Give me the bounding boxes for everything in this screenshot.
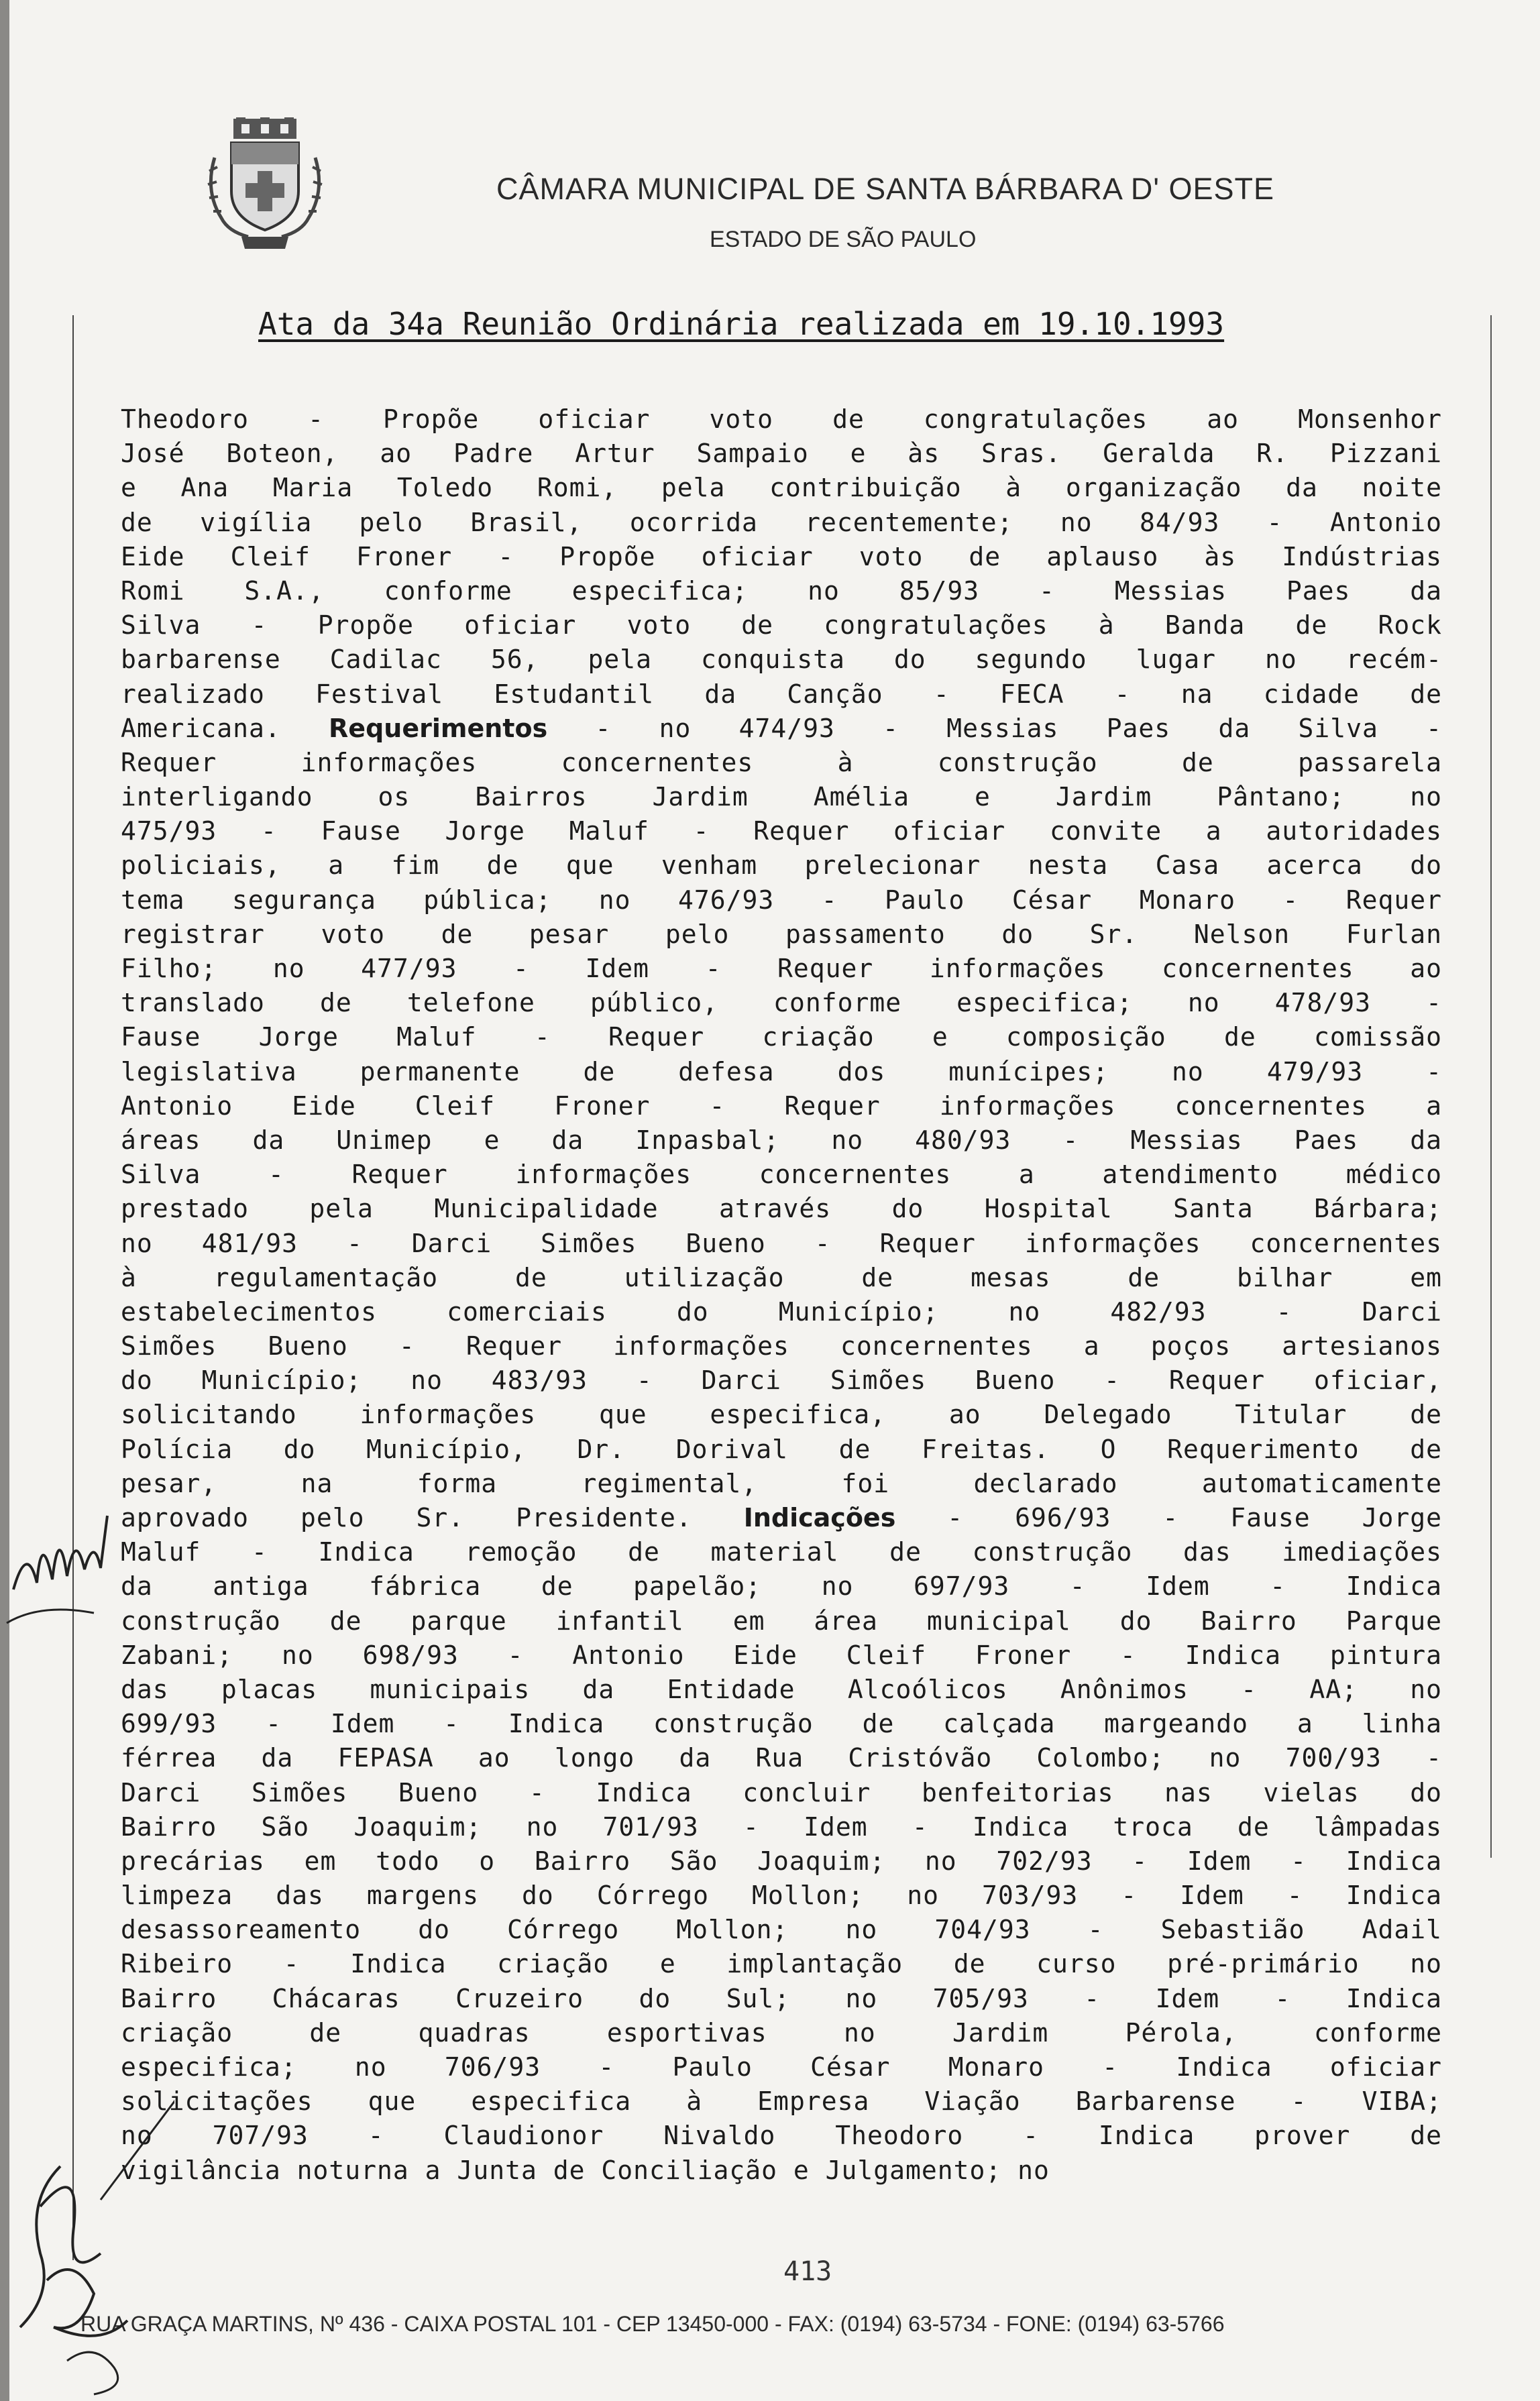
bold-section-label: Requerimentos — [329, 713, 548, 743]
text-line: Silva - Requer informações concernentes a atendimento médico — [121, 1160, 1442, 1190]
text-line: Theodoro - Propõe oficiar voto de congratulações ao Monsenhor — [121, 404, 1442, 434]
text-line: solicitações que especifica à Empresa Viação Barbarense - VIBA; — [121, 2086, 1442, 2117]
bold-section-label: Indicações — [743, 1503, 896, 1532]
institution-state: ESTADO DE SÃO PAULO — [710, 227, 977, 252]
text-line: 475/93 - Fause Jorge Maluf - Requer oficiar convite a autoridades — [121, 816, 1442, 846]
text-line: Maluf - Indica remoção de material de construção das imediações — [121, 1537, 1442, 1567]
text-line: no 707/93 - Claudionor Nivaldo Theodoro - Indica prover de — [121, 2121, 1442, 2151]
text-line: Antonio Eide Cleif Froner - Requer informações concernentes a — [121, 1091, 1442, 1121]
text-line: Requer informações concernentes à construção de passarela — [121, 747, 1442, 777]
text-line: férrea da FEPASA ao longo da Rua Cristóvão Colombo; no 700/93 - — [121, 1743, 1442, 1773]
text-line: tema segurança pública; no 476/93 - Paulo César Monaro - Requer — [121, 885, 1442, 915]
right-margin-rule — [1490, 315, 1492, 1858]
text-line: translado de telefone público, conforme especifica; no 478/93 - — [121, 988, 1442, 1018]
coat-of-arms-icon — [201, 117, 329, 252]
text-line: áreas da Unimep e da Inpasbal; no 480/93 - Messias Paes da — [121, 1125, 1442, 1155]
text-line: criação de quadras esportivas no Jardim Pérola, conforme — [121, 2017, 1442, 2048]
text-line: construção de parque infantil em área municipal do Bairro Parque — [121, 1606, 1442, 1636]
text-line: especifica; no 706/93 - Paulo César Monaro - Indica oficiar — [121, 2052, 1442, 2082]
text-line: Ribeiro - Indica criação e implantação de curso pré-primário no — [121, 1949, 1442, 1979]
minutes-body — [121, 402, 1442, 2188]
text-line: barbarense Cadilac 56, pela conquista do segundo lugar no recém- — [121, 645, 1442, 675]
text-line: Simões Bueno - Requer informações concernentes a poços artesianos — [121, 1331, 1442, 1361]
text-line: pesar, na forma regimental, foi declarado automaticamente — [121, 1468, 1442, 1498]
text-line: prestado pela Municipalidade através do Hospital Santa Bárbara; — [121, 1194, 1442, 1224]
text-line: Polícia do Município, Dr. Dorival de Freitas. O Requerimento de — [121, 1434, 1442, 1464]
text-line: precárias em todo o Bairro São Joaquim; no 702/93 - Idem - Indica — [121, 1846, 1442, 1876]
margin-signature-icon — [0, 1502, 174, 2401]
text-line: Silva - Propõe oficiar voto de congratulações à Banda de Rock — [121, 610, 1442, 640]
text-line: da antiga fábrica de papelão; no 697/93 - Idem - Indica — [121, 1571, 1442, 1602]
text-line: José Boteon, ao Padre Artur Sampaio e às Sras. Geralda R. Pizzani — [121, 439, 1442, 469]
page-number: 413 — [783, 2256, 832, 2287]
text-line: interligando os Bairros Jardim Amélia e Jardim Pântano; no — [121, 782, 1442, 812]
text-line: no 481/93 - Darci Simões Bueno - Requer informações concernentes — [121, 1228, 1442, 1258]
text-line: do Município; no 483/93 - Darci Simões Bueno - Requer oficiar, — [121, 1365, 1442, 1396]
text-line: Filho; no 477/93 - Idem - Requer informações concernentes ao — [121, 954, 1442, 983]
document-title: Ata da 34a Reunião Ordinária realizada em 19.10.1993 — [258, 306, 1225, 342]
text-line: de vigília pelo Brasil, ocorrida recentemente; no 84/93 - Antonio — [121, 507, 1442, 537]
text-line: à regulamentação de utilização de mesas de bilhar em — [121, 1262, 1442, 1292]
text-line: vigilância noturna a Junta de Conciliação e Julgamento; no — [121, 2155, 1050, 2185]
text-line: registrar voto de pesar pelo passamento do Sr. Nelson Furlan — [121, 919, 1442, 949]
text-line: legislativa permanente de defesa dos munícipes; no 479/93 - — [121, 1056, 1442, 1086]
text-line: limpeza das margens do Córrego Mollon; no 703/93 - Idem - Indica — [121, 1881, 1442, 1911]
institution-name: CÂMARA MUNICIPAL DE SANTA BÁRBARA D' OESTE — [496, 172, 1275, 206]
text-line: e Ana Maria Toledo Romi, pela contribuição à organização da noite — [121, 473, 1442, 503]
text-line: solicitando informações que especifica, ao Delegado Titular de — [121, 1400, 1442, 1430]
text-line: estabelecimentos comerciais do Município; no 482/93 - Darci — [121, 1296, 1442, 1327]
text-line: Fause Jorge Maluf - Requer criação e composição de comissão — [121, 1022, 1442, 1052]
text-line: policiais, a fim de que venham prelecionar nesta Casa acerca do — [121, 850, 1442, 881]
text-line: 699/93 - Idem - Indica construção de calçada margeando a linha — [121, 1709, 1442, 1739]
text-line: Eide Cleif Froner - Propõe oficiar voto de aplauso às Indústrias — [121, 541, 1442, 571]
text-line: Darci Simões Bueno - Indica concluir benfeitorias nas vielas do — [121, 1777, 1442, 1807]
text-line: desassoreamento do Córrego Mollon; no 704/93 - Sebastião Adail — [121, 1915, 1442, 1945]
text-line: Bairro Chácaras Cruzeiro do Sul; no 705/93 - Idem - Indica — [121, 1983, 1442, 2013]
text-line: Romi S.A., conforme especifica; no 85/93 - Messias Paes da — [121, 575, 1442, 606]
text-line: aprovado pelo Sr. Presidente. Indicações - 696/93 - Fause Jorge — [121, 1503, 1442, 1532]
text-line: Bairro São Joaquim; no 701/93 - Idem - Indica troca de lâmpadas — [121, 1811, 1442, 1842]
text-line: das placas municipais da Entidade Alcoólicos Anônimos - AA; no — [121, 1674, 1442, 1704]
footer-address: RUA GRAÇA MARTINS, Nº 436 - CAIXA POSTAL 101 - CEP 13450-000 - FAX: (0194) 63-5734 - FONE: (0194) 63-5766 — [80, 2312, 1225, 2336]
text-line: Zabani; no 698/93 - Antonio Eide Cleif Froner - Indica pintura — [121, 1640, 1442, 1670]
text-line: realizado Festival Estudantil da Canção - FECA - na cidade de — [121, 679, 1442, 709]
text-line: Americana. Requerimentos - no 474/93 - Messias Paes da Silva - — [121, 713, 1442, 743]
